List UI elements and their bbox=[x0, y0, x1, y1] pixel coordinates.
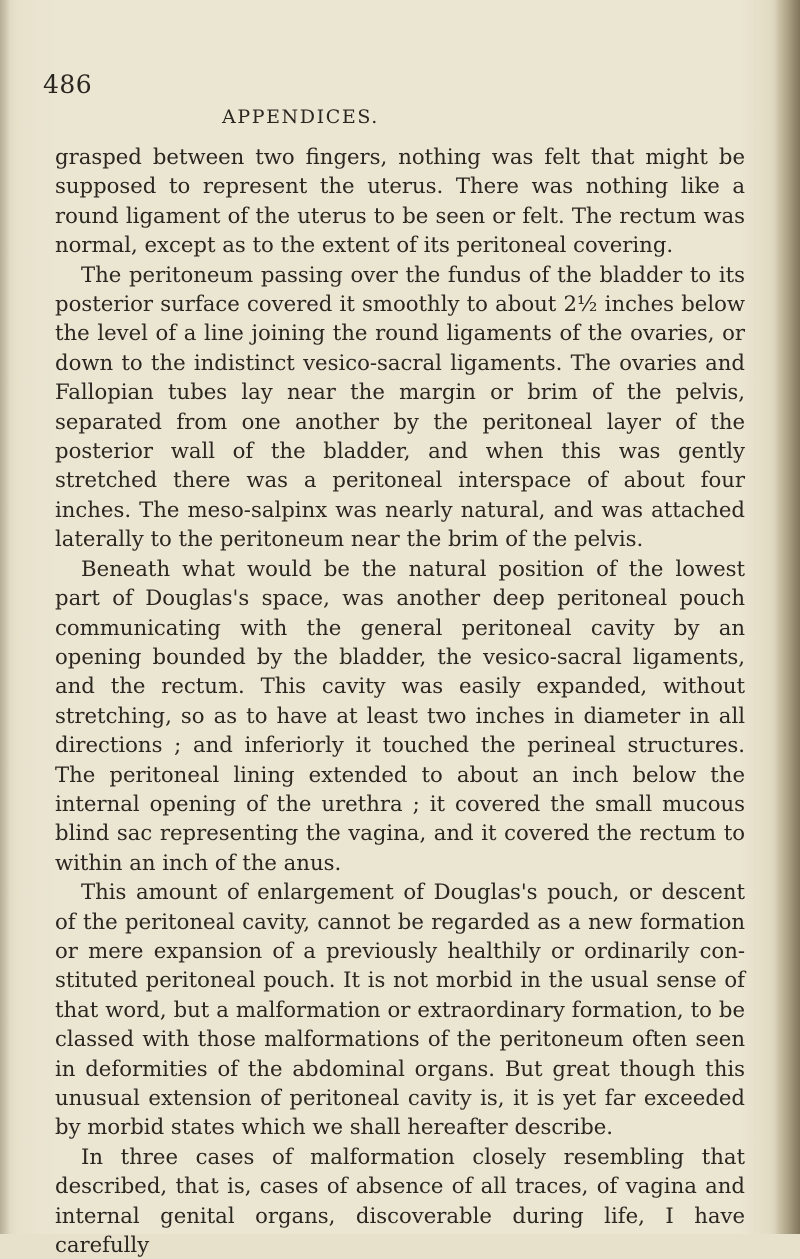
page-number: 486 bbox=[43, 70, 93, 99]
page-left-edge-shadow bbox=[0, 0, 10, 1234]
paragraph-2: The peritoneum passing over the fundus of the bladder to its posterior surface covered it smoothly to about 2½ inches below the level of a line joining the round ligaments of the ovaries, or down to the indistinct vesico-sacral ligaments. The ovaries and Fallopian tubes lay near the margin or brim of the pelvis, separated from one another by the peritoneal layer of the posterior wall of the bladder, and when this was gently stretched there was a peritoneal interspace of about four inches. The meso-salpinx was nearly natural, and was attached laterally to the peritoneum near the brim of the pelvis. bbox=[55, 261, 745, 552]
paragraph-3: Beneath what would be the natural position of the lowest part of Douglas's space, was another deep peritoneal pouch communicating with the general peritoneal cavity by an opening bounded by the bladder, the vesico-sacral ligaments, and the rectum. This cavity was easily expanded, without stretching, so as to have at least two inches in diameter in all directions ; and inferiorly it touched the perineal structures. The peritoneal lining extended to about an inch below the internal opening of the urethra ; it covered the small mucous blind sac representing the vagina, and it covered the rectum to within an inch of the anus. bbox=[55, 555, 745, 875]
paragraph-5: In three cases of malformation closely resembling that described, that is, cases of absence of all traces, of vagina and internal genital organs, discoverable during life, I have carefully bbox=[55, 1143, 745, 1258]
book-spine-shadow bbox=[774, 0, 800, 1234]
running-head: APPENDICES. bbox=[222, 106, 379, 128]
paragraph-1: grasped between two fingers, nothing was felt that might be supposed to represent the uterus. There was nothing like a round ligament of the uterus to be seen or felt. The rectum was normal, except as to the extent of its peritoneal covering. bbox=[55, 144, 745, 258]
body-text bbox=[55, 142, 745, 1259]
paragraph-4: This amount of enlargement of Douglas's pouch, or descent of the peritoneal cavity, cannot be regarded as a new formation or mere expansion of a previously healthily or ordinarily con-stituted peritoneal pouch. It is not morbid in the usual sense of that word, but a malformation or extraordinary formation, to be classed with those malformations of the peritoneum often seen in deformities of the abdominal organs. But great though this unusual extension of peritoneal cavity is, it is yet far exceeded by morbid states which we shall hereafter describe. bbox=[55, 879, 745, 1140]
